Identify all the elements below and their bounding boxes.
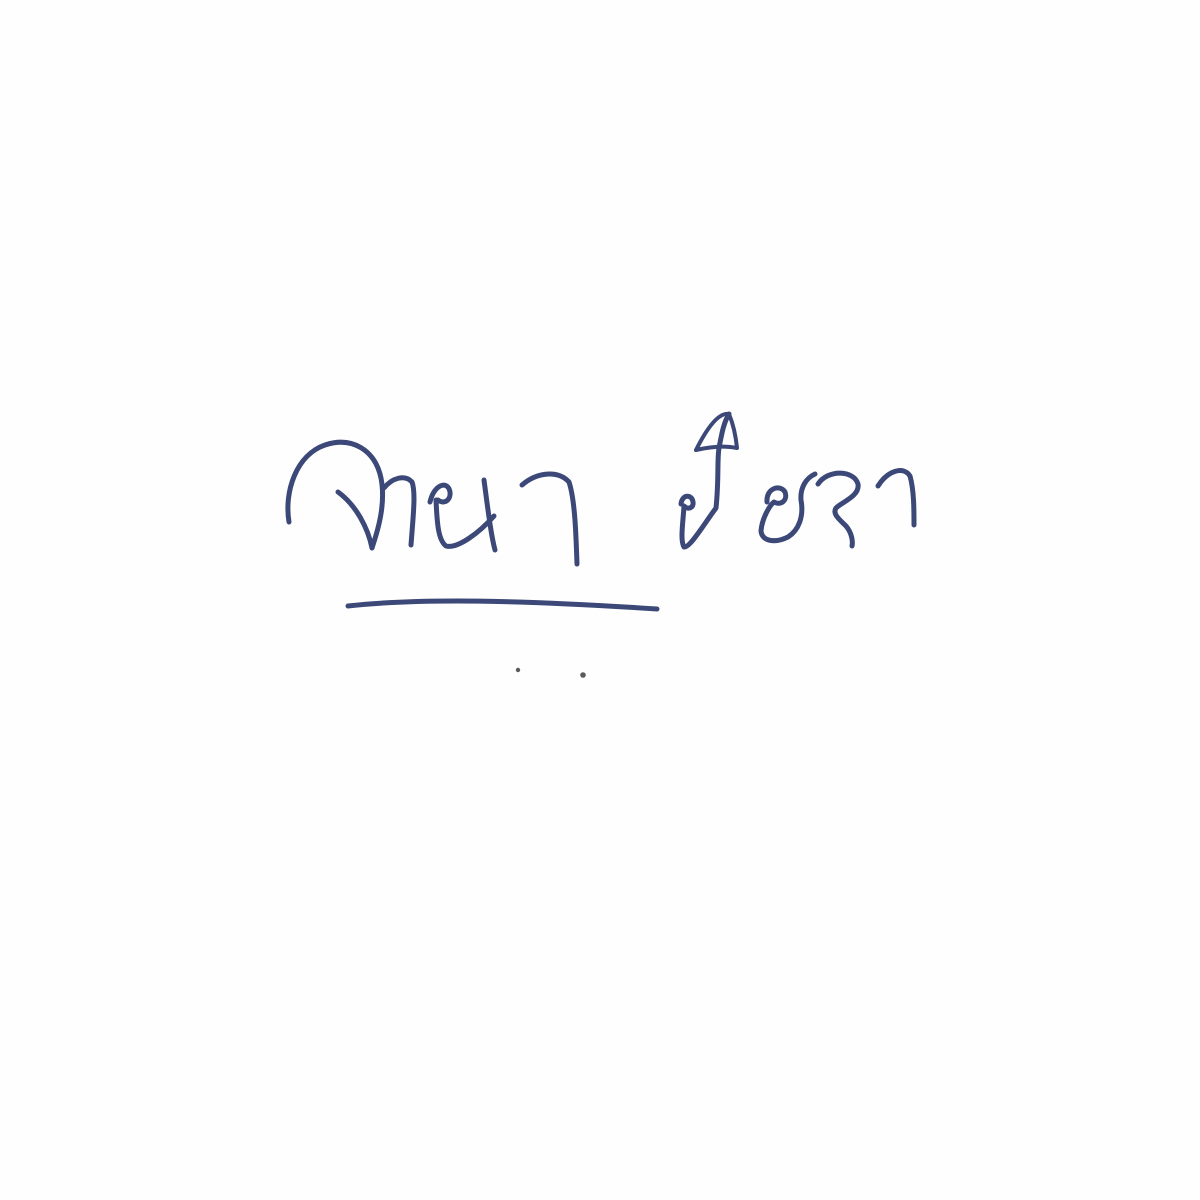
ink-dot xyxy=(516,668,520,672)
signature-ink xyxy=(288,414,914,609)
stroke-jo-jan xyxy=(288,442,383,548)
stroke-sara-aa-1 xyxy=(384,478,414,545)
ink-dot xyxy=(580,672,586,678)
stroke-sara-aa-2 xyxy=(522,474,577,564)
stroke-sara-i xyxy=(696,414,737,450)
stroke-yo-yak xyxy=(430,480,495,550)
stroke-sara-aa-3 xyxy=(878,471,914,525)
stroke-ro-ruea xyxy=(818,473,858,546)
signature-underline xyxy=(348,601,657,609)
stroke-cho-chang xyxy=(761,474,815,541)
